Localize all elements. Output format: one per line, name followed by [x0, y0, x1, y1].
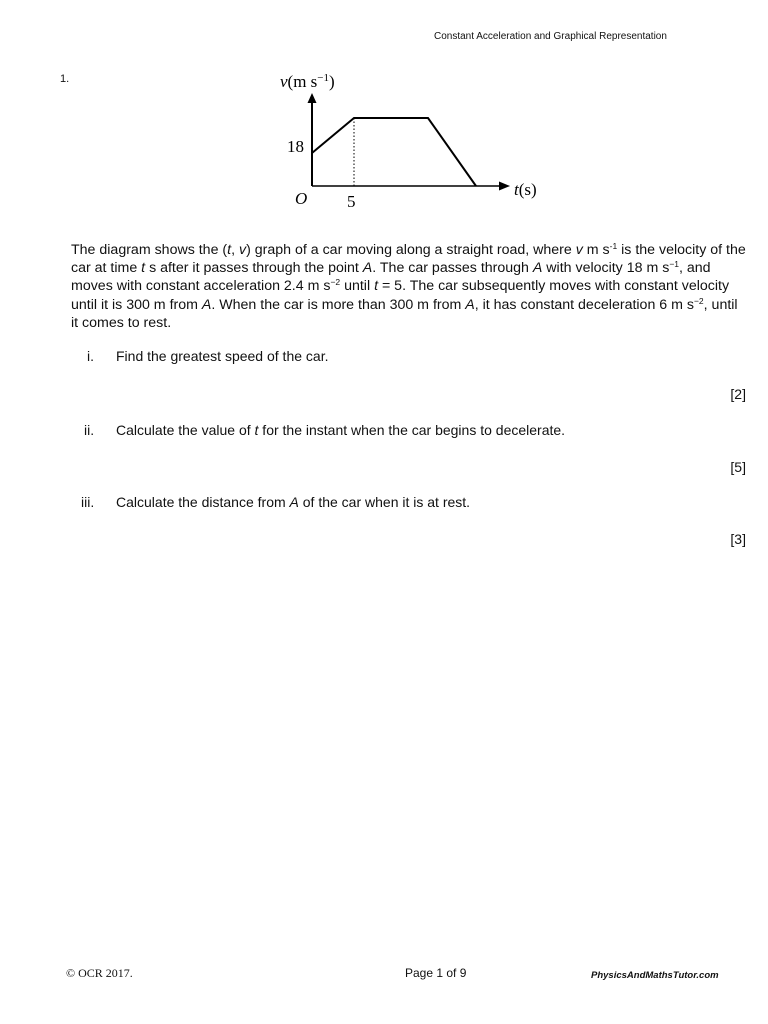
x-tick-label-5: 5 [347, 192, 356, 211]
y-tick-label-18: 18 [287, 137, 304, 156]
part-iii-text: Calculate the distance from A of the car when it is at rest. [116, 494, 471, 510]
part-iii-label: iii. [81, 494, 95, 510]
x-axis-label: t(s) [514, 180, 537, 199]
page-header-title: Constant Acceleration and Graphical Representation [434, 31, 667, 42]
part-ii-label: ii. [84, 422, 95, 438]
part-ii-text: Calculate the value of t for the instant when the car begins to decelerate. [116, 422, 566, 438]
question-number: 1. [60, 73, 70, 85]
y-axis-label: v(m $s^{-1}$) [280, 72, 335, 91]
velocity-graph-line [312, 118, 476, 186]
velocity-time-graph [270, 66, 560, 216]
part-ii-marks: [5] [730, 459, 746, 475]
y-axis-arrow-icon [308, 93, 317, 103]
question-intro-paragraph: The diagram shows the (t, v) graph of a car moving along a straight road, where v m $s^{-1}$ is the velocity of the car at time t s after it passes through the point A. The car passes through A with velocity 18 m $s^{-1}$, and moves with constant acceleration 2.4 m $s^{-2}$ until t = 5. The car subsequently moves with constant velocity until it is 300 m from A. When the car is more than 300 m from A, it has constant deceleration 6 m $s^{-2}$, until it comes to rest. [71, 241, 746, 331]
part-i-text: Find the greatest speed of the car. [116, 348, 329, 364]
part-i-label: i. [87, 348, 94, 364]
footer-site-link[interactable]: PhysicsAndMathsTutor.com [591, 970, 719, 981]
x-axis-arrow-icon [499, 182, 510, 191]
part-iii-marks: [3] [730, 531, 746, 547]
part-i-marks: [2] [730, 386, 746, 402]
origin-label: O [295, 189, 308, 208]
footer-page-number: Page 1 of 9 [405, 966, 467, 980]
footer-copyright: © OCR 2017. [66, 966, 133, 980]
